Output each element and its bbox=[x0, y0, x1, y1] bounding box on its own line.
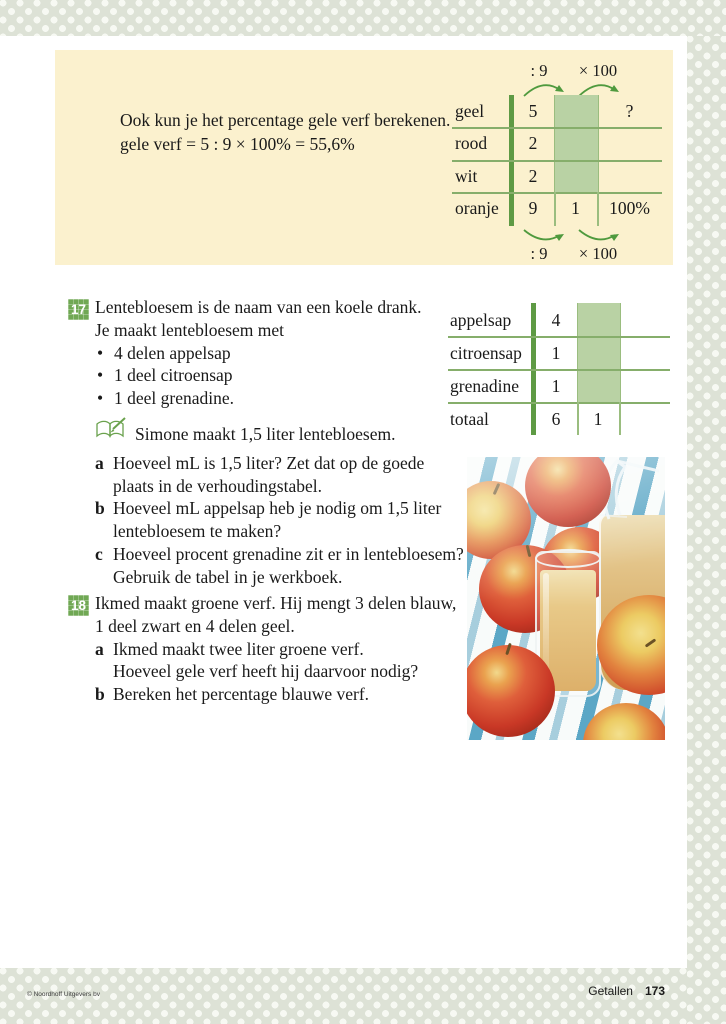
item-c-line-2: Gebruik de tabel in je werkboek. bbox=[113, 566, 343, 587]
table-highlight-column bbox=[577, 303, 621, 402]
item-c-line-1: Hoeveel procent grenadine zit er in lentebloesem? bbox=[113, 543, 464, 564]
ex17-bullet-3 bbox=[95, 387, 475, 410]
exercise-17-text bbox=[95, 296, 475, 589]
ratio-op-divide-top: : 9 bbox=[530, 61, 548, 80]
item-c-lines bbox=[113, 543, 475, 589]
ex17-intro-line-2: Je maakt lentebloesem met bbox=[95, 319, 285, 340]
item-b-lines bbox=[113, 683, 475, 706]
explanation-text bbox=[120, 108, 500, 156]
apple-stem bbox=[505, 643, 512, 655]
cell-rood-parts: 2 bbox=[528, 133, 538, 153]
item-a-lines bbox=[113, 452, 475, 498]
item-letter-a: a bbox=[95, 452, 104, 473]
workbook-book-pencil-icon bbox=[95, 416, 135, 446]
footer-copyright: © Noordhoff Uitgevers bv bbox=[27, 991, 100, 998]
item-letter-a: a bbox=[95, 638, 104, 659]
cell-geel-percent: ? bbox=[625, 101, 634, 121]
apple-bottom-left bbox=[467, 645, 555, 737]
workbook-note-text: Simone maakt 1,5 liter lentebloesem. bbox=[135, 423, 396, 444]
cell-appelsap-parts: 4 bbox=[551, 310, 561, 330]
ratio-op-multiply-bottom: × 100 bbox=[578, 244, 618, 263]
item-b-line-1: Bereken het percentage blauwe verf. bbox=[113, 684, 370, 705]
apple-top-left bbox=[467, 481, 531, 559]
cell-oranje-unit: 1 bbox=[571, 198, 580, 218]
cell-grenadine-parts: 1 bbox=[551, 376, 561, 396]
ex17-bullet-1-text: 4 delen appelsap bbox=[114, 342, 231, 363]
arrow-curved-right-icon bbox=[577, 228, 621, 244]
item-a-line-1: Hoeveel mL is 1,5 liter? Zet dat op de goede bbox=[113, 452, 425, 473]
cell-oranje-percent: 100% bbox=[609, 198, 650, 218]
cell-citroensap-parts: 1 bbox=[551, 343, 561, 363]
apple-middle-left bbox=[479, 545, 571, 633]
bullet-icon: • bbox=[97, 342, 104, 363]
item-a-lines bbox=[113, 638, 475, 684]
ex17-bullet-1 bbox=[95, 342, 475, 365]
bullet-icon: • bbox=[97, 365, 104, 386]
ex17-bullet-2-text: 1 deel citroensap bbox=[114, 365, 233, 386]
cell-totaal-parts: 6 bbox=[551, 409, 561, 429]
item-letter-c: c bbox=[95, 543, 103, 564]
table-cell-line bbox=[619, 402, 621, 435]
table-row-line bbox=[452, 160, 662, 162]
apple-stem bbox=[645, 638, 657, 647]
apple-top-center bbox=[525, 457, 611, 527]
row-label-grenadine: grenadine bbox=[450, 376, 519, 396]
dotted-band-right bbox=[687, 36, 726, 1024]
exercise-number-badge-17: 17 bbox=[68, 299, 89, 320]
item-a-line-2: Hoeveel gele verf heeft hij daarvoor nodig? bbox=[113, 661, 419, 682]
dotted-band-top bbox=[0, 0, 726, 36]
pitcher-glass-outline bbox=[587, 457, 665, 521]
ex17-bullet-2 bbox=[95, 364, 475, 387]
row-label-geel: geel bbox=[455, 101, 485, 121]
workbook-note-row bbox=[95, 416, 475, 446]
juice-pitcher bbox=[599, 515, 665, 690]
row-label-appelsap: appelsap bbox=[450, 310, 512, 330]
footer-chapter-label: Getallen bbox=[588, 984, 633, 998]
row-label-rood: rood bbox=[455, 133, 488, 153]
item-a-line-1: Ikmed maakt twee liter groene verf. bbox=[113, 638, 364, 659]
juice-glass bbox=[535, 551, 601, 697]
cell-wit-parts: 2 bbox=[528, 166, 538, 186]
item-b-line-2: lentebloesem te maken? bbox=[113, 521, 282, 542]
arrow-curved-right-icon bbox=[522, 228, 566, 244]
apple-behind-glass bbox=[541, 527, 619, 601]
ratio-op-multiply-top: × 100 bbox=[578, 61, 618, 80]
exercise-18-text bbox=[95, 592, 475, 706]
dotted-band-bottom bbox=[0, 968, 687, 1024]
juice-in-glass bbox=[540, 570, 596, 691]
apple-right bbox=[597, 595, 665, 695]
exercise-number-badge-18: 18 bbox=[68, 595, 89, 616]
ex18-item-b bbox=[95, 683, 475, 706]
row-label-citroensap: citroensap bbox=[450, 343, 522, 363]
item-a-line-2: plaats in de verhoudingstabel. bbox=[113, 475, 322, 496]
item-letter-b: b bbox=[95, 684, 105, 705]
row-label-totaal: totaal bbox=[450, 409, 489, 429]
apple-stem bbox=[493, 483, 501, 495]
bullet-icon: • bbox=[97, 388, 104, 409]
ex17-bullet-3-text: 1 deel grenadine. bbox=[114, 388, 235, 409]
cell-geel-parts: 5 bbox=[528, 101, 538, 121]
glass-rim bbox=[535, 549, 601, 568]
ex17-item-c bbox=[95, 543, 475, 589]
ex17-item-a bbox=[95, 452, 475, 498]
ratio-op-divide-bottom: : 9 bbox=[530, 244, 548, 263]
footer-page-info bbox=[588, 984, 665, 998]
row-label-oranje: oranje bbox=[455, 198, 499, 218]
table-highlight-column bbox=[554, 95, 599, 192]
footer-page-number: 173 bbox=[644, 984, 665, 998]
explanation-line-2: gele verf = 5 : 9 × 100% = 55,6% bbox=[120, 134, 355, 154]
ex17-item-b bbox=[95, 497, 475, 543]
cell-oranje-parts: 9 bbox=[528, 198, 538, 218]
apple-bottom-right bbox=[583, 703, 665, 740]
cell-totaal-unit: 1 bbox=[593, 409, 603, 429]
ex17-intro-line-1: Lentebloesem is de naam van een koele drank. bbox=[95, 297, 422, 317]
ex18-intro-line-1: Ikmed maakt groene verf. Hij mengt 3 delen blauw, bbox=[95, 593, 457, 613]
row-label-wit: wit bbox=[455, 166, 478, 186]
ex18-item-a bbox=[95, 638, 475, 684]
photo-apples-and-apple-juice bbox=[467, 457, 665, 740]
explanation-line-1: Ook kun je het percentage gele verf berekenen. bbox=[120, 110, 451, 130]
glass-highlight bbox=[543, 573, 549, 687]
item-b-line-1: Hoeveel mL appelsap heb je nodig om 1,5 liter bbox=[113, 498, 442, 519]
item-b-lines bbox=[113, 497, 475, 543]
item-letter-b: b bbox=[95, 498, 105, 519]
apple-stem bbox=[526, 545, 532, 557]
ex18-intro-line-2: 1 deel zwart en 4 delen geel. bbox=[95, 615, 295, 636]
